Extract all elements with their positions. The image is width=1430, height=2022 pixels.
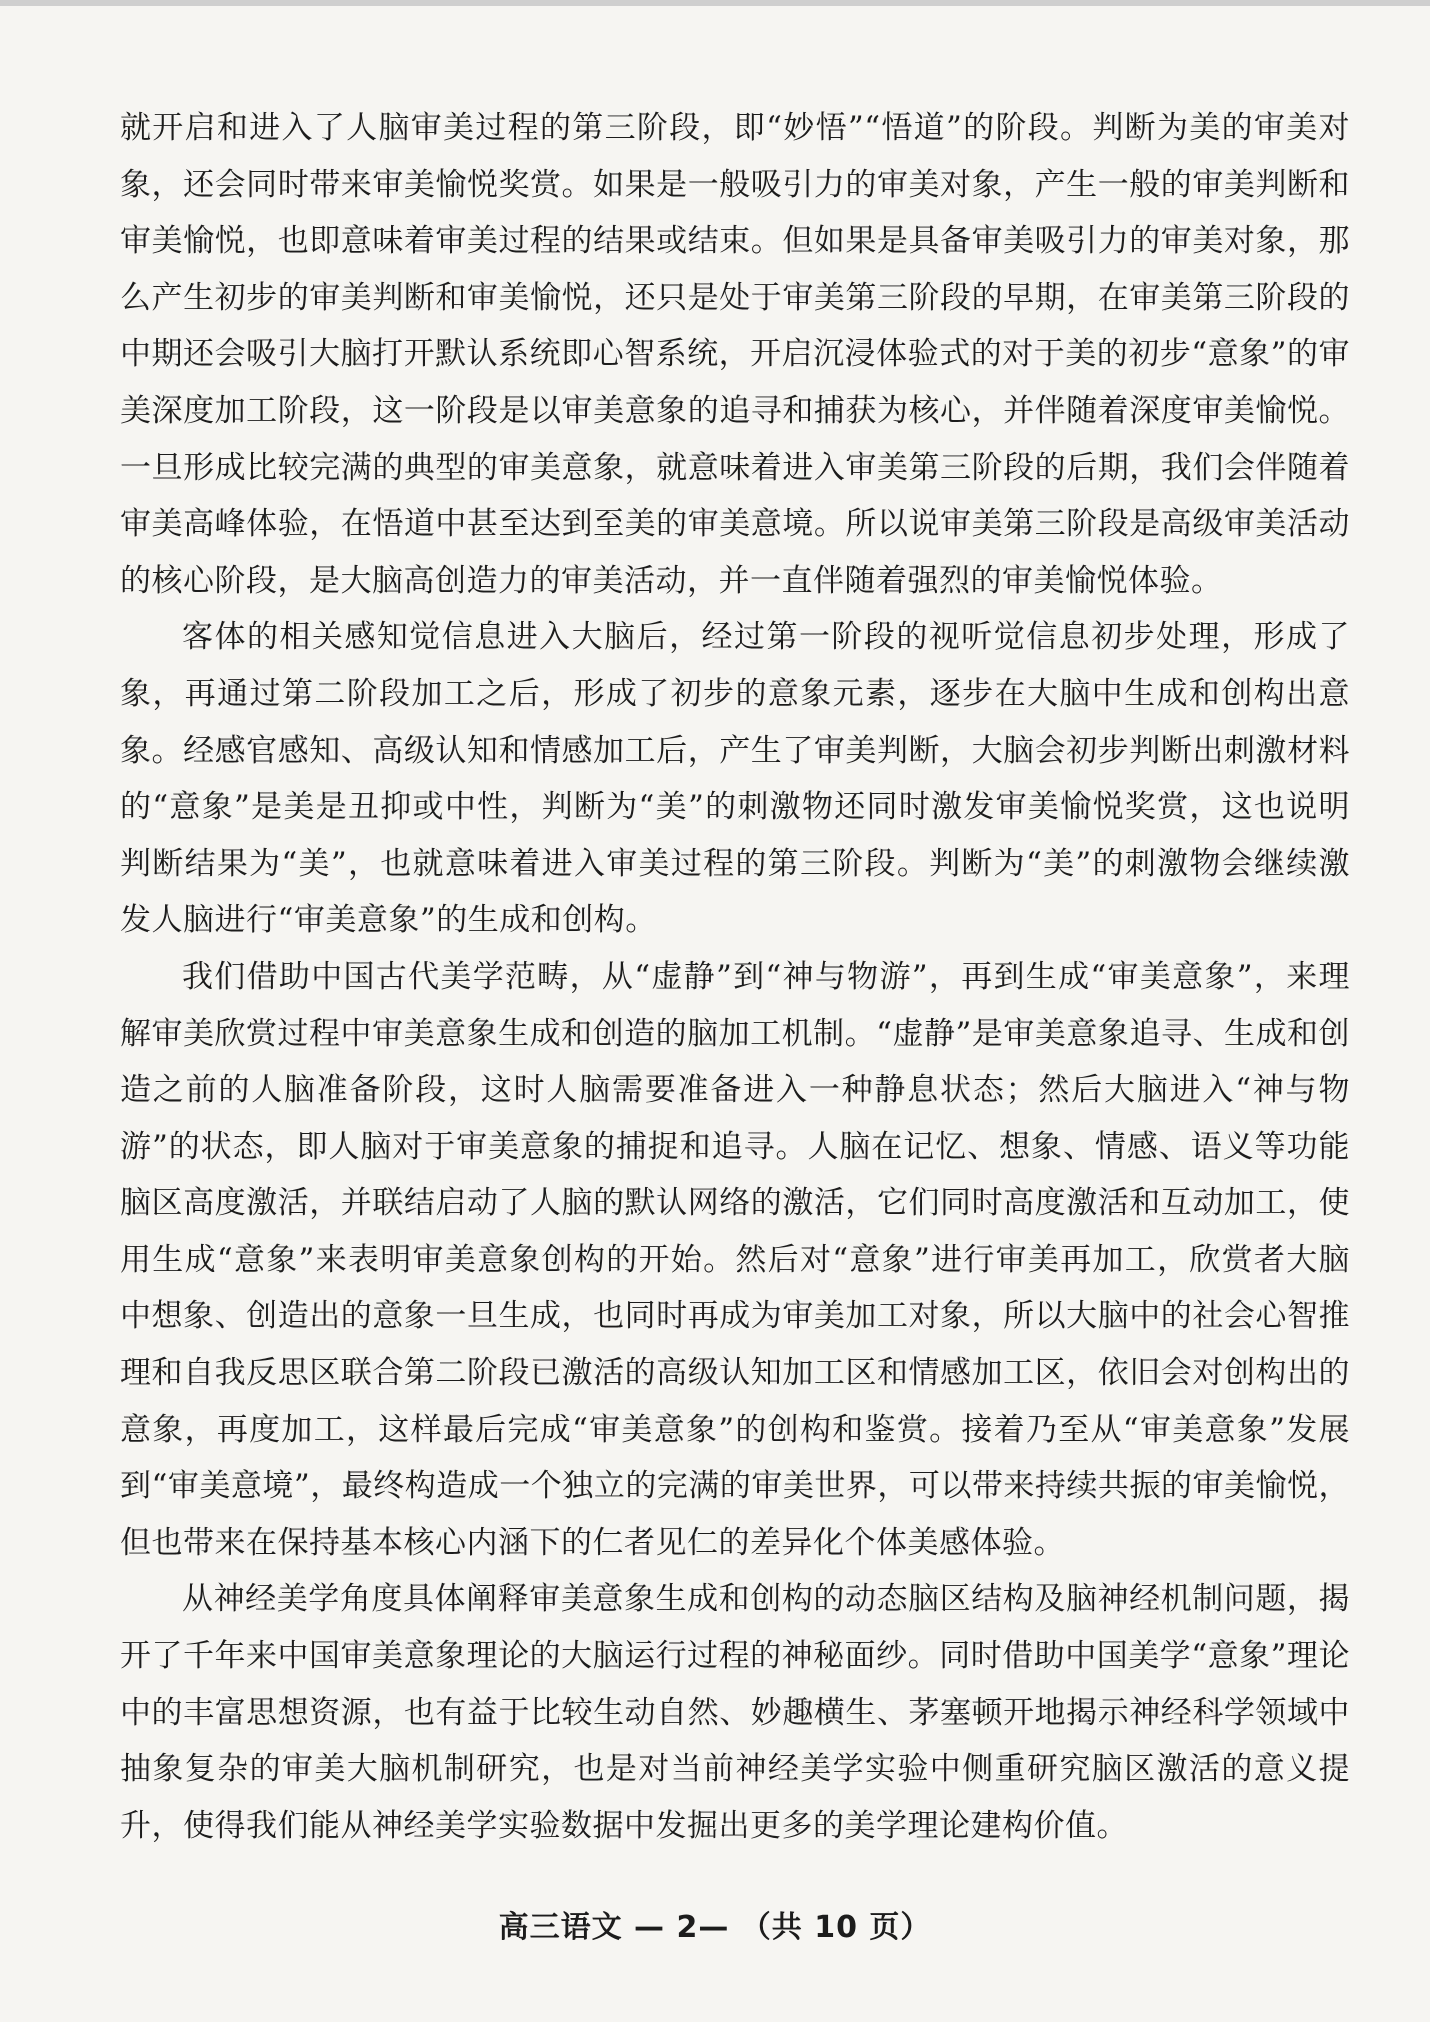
paragraph-4: 从神经美学角度具体阐释审美意象生成和创构的动态脑区结构及脑神经机制问题，揭开了千年来中国审美意象理论的大脑运行过程的神秘面纱。同时借助中国美学“意象”理论中的丰富思想资源，也有益于比较生动自然、妙趣横生、茅塞顿开地揭示神经科学领域中抽象复杂的审美大脑机制研究，也是对当前神经美学实验中侧重研究脑区激活的意义提升，使得我们能从神经美学实验数据中发掘出更多的美学理论建构价值。 xyxy=(120,1581,1350,1844)
page-top-edge xyxy=(0,0,1430,6)
page-footer: 高三语文 — 2— （共 10 页） xyxy=(498,1910,932,1945)
paragraph-2: 客体的相关感知觉信息进入大脑后，经过第一阶段的视听觉信息初步处理，形成了象，再通过第二阶段加工之后，形成了初步的意象元素，逐步在大脑中生成和创构出意象。经感官感知、高级认知和情感加工后，产生了审美判断，大脑会初步判断出刺激材料的“意象”是美是丑抑或中性，判断为“美”的刺激物还同时激发审美愉悦奖赏，这也说明判断结果为“美”，也就意味着进入审美过程的第三阶段。判断为“美”的刺激物会继续激发人脑进行“审美意象”的生成和创构。 xyxy=(120,619,1350,939)
document-body xyxy=(120,100,1350,1854)
paragraph-1: 就开启和进入了人脑审美过程的第三阶段，即“妙悟”“悟道”的阶段。判断为美的审美对象，还会同时带来审美愉悦奖赏。如果是一般吸引力的审美对象，产生一般的审美判断和审美愉悦，也即意味着审美过程的结果或结束。但如果是具备审美吸引力的审美对象，那么产生初步的审美判断和审美愉悦，还只是处于审美第三阶段的早期，在审美第三阶段的中期还会吸引大脑打开默认系统即心智系统，开启沉浸体验式的对于美的初步“意象”的审美深度加工阶段，这一阶段是以审美意象的追寻和捕获为核心，并伴随着深度审美愉悦。一旦形成比较完满的典型的审美意象，就意味着进入审美第三阶段的后期，我们会伴随着审美高峰体验，在悟道中甚至达到至美的审美意境。所以说审美第三阶段是高级审美活动的核心阶段，是大脑高创造力的审美活动，并一直伴随着强烈的审美愉悦体验。 xyxy=(120,110,1350,599)
paragraph-3: 我们借助中国古代美学范畴，从“虚静”到“神与物游”，再到生成“审美意象”，来理解审美欣赏过程中审美意象生成和创造的脑加工机制。“虚静”是审美意象追寻、生成和创造之前的人脑准备阶段，这时人脑需要准备进入一种静息状态；然后大脑进入“神与物游”的状态，即人脑对于审美意象的捕捉和追寻。人脑在记忆、想象、情感、语义等功能脑区高度激活，并联结启动了人脑的默认网络的激活，它们同时高度激活和互动加工，使用生成“意象”来表明审美意象创构的开始。然后对“意象”进行审美再加工，欣赏者大脑中想象、创造出的意象一旦生成，也同时再成为审美加工对象，所以大脑中的社会心智推理和自我反思区联合第二阶段已激活的高级认知加工区和情感加工区，依旧会对创构出的意象，再度加工，这样最后完成“审美意象”的创构和鉴赏。接着乃至从“审美意象”发展到“审美意境”，最终构造成一个独立的完满的审美世界，可以带来持续共振的审美愉悦，但也带来在保持基本核心内涵下的仁者见仁的差异化个体美感体验。 xyxy=(120,958,1350,1561)
